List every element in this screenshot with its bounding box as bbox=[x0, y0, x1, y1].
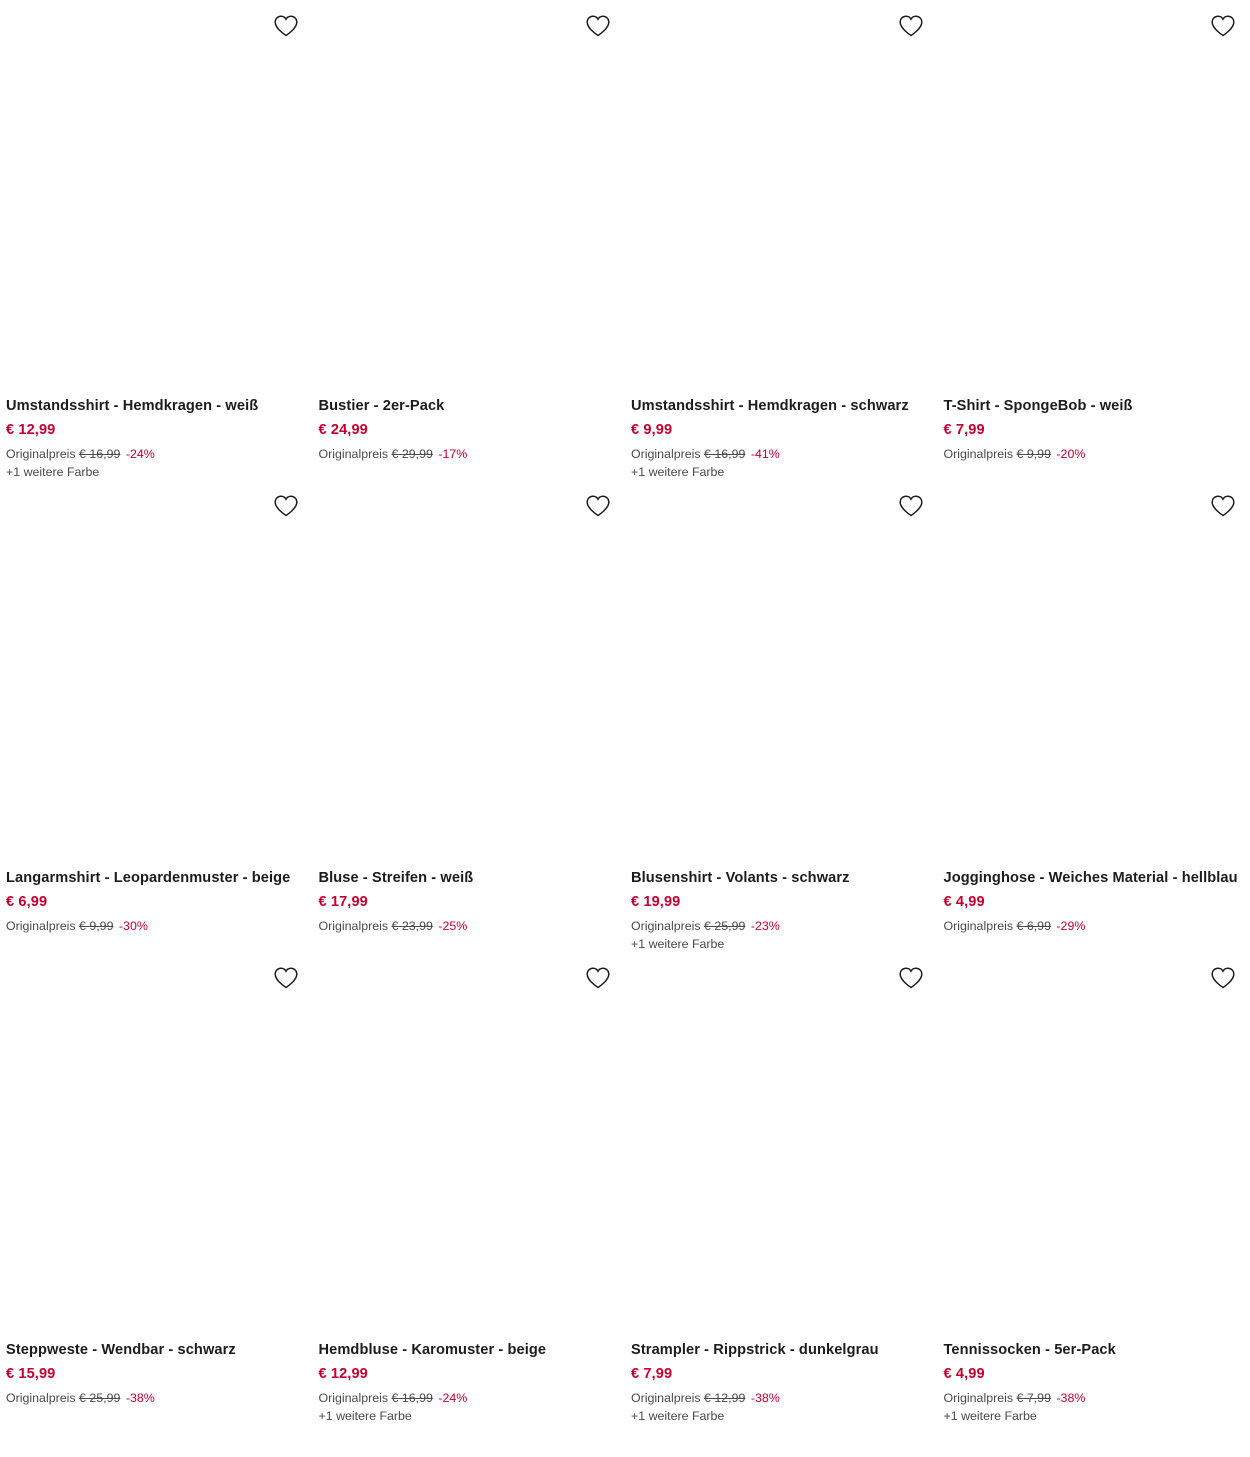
more-colors-label: +1 weitere Farbe bbox=[631, 937, 725, 952]
heart-icon bbox=[585, 966, 611, 990]
original-price-label: Originalpreis bbox=[318, 446, 389, 461]
wishlist-button[interactable] bbox=[1210, 965, 1236, 991]
product-original-price-line bbox=[631, 1391, 928, 1407]
original-price-value: € 16,99 bbox=[79, 446, 121, 461]
product-original-price-line bbox=[6, 447, 303, 463]
discount-badge: -38% bbox=[1056, 1390, 1086, 1405]
more-colors-label: +1 weitere Farbe bbox=[318, 1409, 412, 1424]
product-title[interactable]: Umstandsshirt - Hemdkragen - weiß bbox=[6, 398, 259, 414]
product-price: € 15,99 bbox=[6, 1365, 56, 1382]
original-price-value: € 23,99 bbox=[391, 918, 433, 933]
discount-badge: -41% bbox=[750, 446, 780, 461]
product-price: € 4,99 bbox=[943, 893, 985, 910]
original-price-value: € 6,99 bbox=[1016, 918, 1051, 933]
original-price-label: Originalpreis bbox=[6, 446, 76, 461]
original-price-value: € 29,99 bbox=[391, 446, 433, 461]
more-colors-label: +1 weitere Farbe bbox=[6, 465, 100, 479]
original-price-value: € 25,99 bbox=[704, 918, 746, 933]
wishlist-button[interactable] bbox=[898, 13, 924, 39]
product-card[interactable] bbox=[313, 0, 626, 480]
original-price-value: € 16,99 bbox=[391, 1390, 433, 1405]
heart-icon bbox=[585, 494, 611, 518]
discount-badge: -17% bbox=[438, 446, 468, 461]
discount-badge: -25% bbox=[438, 918, 468, 933]
wishlist-button[interactable] bbox=[1210, 493, 1236, 519]
product-title[interactable]: Umstandsshirt - Hemdkragen - schwarz bbox=[631, 398, 909, 414]
original-price-value: € 9,99 bbox=[1016, 446, 1051, 461]
product-title[interactable]: Bustier - 2er-Pack bbox=[318, 398, 445, 414]
product-original-price-line bbox=[319, 447, 616, 463]
product-image[interactable] bbox=[625, 480, 938, 870]
wishlist-button[interactable] bbox=[585, 13, 611, 39]
product-card[interactable] bbox=[313, 952, 626, 1424]
original-price-label: Originalpreis bbox=[6, 1390, 76, 1405]
product-price: € 19,99 bbox=[631, 893, 681, 910]
heart-icon bbox=[273, 14, 299, 38]
product-card[interactable] bbox=[0, 480, 313, 952]
product-image[interactable] bbox=[938, 952, 1250, 1342]
product-price: € 24,99 bbox=[318, 421, 368, 438]
product-original-price-line bbox=[319, 1391, 616, 1407]
product-image[interactable] bbox=[938, 480, 1250, 870]
more-colors-label: +1 weitere Farbe bbox=[943, 1409, 1037, 1424]
original-price-label: Originalpreis bbox=[6, 918, 76, 933]
product-title[interactable]: Langarmshirt - Leopardenmuster - beige bbox=[6, 870, 291, 887]
original-price-label: Originalpreis bbox=[631, 1390, 701, 1405]
wishlist-button[interactable] bbox=[273, 965, 299, 991]
product-title[interactable]: Hemdbluse - Karomuster - beige bbox=[318, 1342, 547, 1359]
discount-badge: -29% bbox=[1056, 918, 1086, 933]
original-price-label: Originalpreis bbox=[943, 1390, 1014, 1405]
heart-icon bbox=[273, 966, 299, 990]
product-price: € 12,99 bbox=[6, 421, 56, 438]
heart-icon bbox=[1210, 966, 1236, 990]
product-card[interactable] bbox=[0, 0, 313, 480]
product-original-price-line bbox=[944, 919, 1241, 935]
discount-badge: -38% bbox=[750, 1390, 780, 1405]
product-original-price-line bbox=[6, 919, 303, 935]
product-title[interactable]: Blusenshirt - Volants - schwarz bbox=[631, 870, 850, 887]
discount-badge: -23% bbox=[750, 918, 780, 933]
product-image[interactable] bbox=[313, 0, 626, 398]
product-original-price-line bbox=[319, 919, 616, 935]
discount-badge: -30% bbox=[118, 918, 148, 933]
product-card[interactable] bbox=[938, 952, 1250, 1424]
heart-icon bbox=[898, 14, 924, 38]
original-price-label: Originalpreis bbox=[318, 1390, 389, 1405]
product-card[interactable] bbox=[0, 952, 313, 1424]
discount-badge: -24% bbox=[125, 446, 155, 461]
product-image[interactable] bbox=[313, 480, 626, 870]
original-price-label: Originalpreis bbox=[631, 918, 701, 933]
product-card[interactable] bbox=[625, 480, 938, 952]
discount-badge: -24% bbox=[438, 1390, 468, 1405]
wishlist-button[interactable] bbox=[1210, 13, 1236, 39]
original-price-label: Originalpreis bbox=[943, 446, 1014, 461]
product-title[interactable]: Strampler - Rippstrick - dunkelgrau bbox=[631, 1342, 879, 1359]
more-colors-label: +1 weitere Farbe bbox=[631, 465, 725, 479]
original-price-value: € 9,99 bbox=[79, 918, 114, 933]
product-original-price-line bbox=[631, 919, 928, 935]
product-price: € 9,99 bbox=[631, 421, 673, 438]
product-original-price-line bbox=[6, 1391, 303, 1407]
product-image[interactable] bbox=[0, 952, 313, 1342]
original-price-label: Originalpreis bbox=[943, 918, 1014, 933]
product-image[interactable] bbox=[0, 0, 313, 398]
product-original-price-line bbox=[944, 447, 1241, 463]
heart-icon bbox=[1210, 494, 1236, 518]
product-title[interactable]: Bluse - Streifen - weiß bbox=[318, 870, 474, 887]
heart-icon bbox=[1210, 14, 1236, 38]
more-colors-label: +1 weitere Farbe bbox=[631, 1409, 725, 1424]
product-image[interactable] bbox=[938, 0, 1250, 398]
wishlist-button[interactable] bbox=[585, 493, 611, 519]
product-original-price-line bbox=[631, 447, 928, 463]
wishlist-button[interactable] bbox=[273, 13, 299, 39]
product-price: € 7,99 bbox=[943, 421, 985, 438]
original-price-label: Originalpreis bbox=[631, 446, 701, 461]
wishlist-button[interactable] bbox=[273, 493, 299, 519]
discount-badge: -20% bbox=[1056, 446, 1086, 461]
product-title[interactable]: Jogginghose - Weiches Material - hellblau bbox=[943, 870, 1238, 887]
product-card[interactable] bbox=[625, 952, 938, 1424]
product-title[interactable]: T-Shirt - SpongeBob - weiß bbox=[943, 398, 1133, 414]
original-price-value: € 25,99 bbox=[79, 1390, 121, 1405]
product-price: € 6,99 bbox=[6, 893, 48, 910]
original-price-value: € 7,99 bbox=[1016, 1390, 1051, 1405]
product-card[interactable] bbox=[625, 0, 938, 480]
product-price: € 7,99 bbox=[631, 1365, 673, 1382]
heart-icon bbox=[585, 14, 611, 38]
product-image[interactable] bbox=[625, 952, 938, 1342]
product-image[interactable] bbox=[625, 0, 938, 398]
wishlist-button[interactable] bbox=[898, 965, 924, 991]
product-title[interactable]: Tennissocken - 5er-Pack bbox=[943, 1342, 1116, 1359]
heart-icon bbox=[898, 494, 924, 518]
product-image[interactable] bbox=[0, 480, 313, 870]
heart-icon bbox=[898, 966, 924, 990]
original-price-label: Originalpreis bbox=[318, 918, 389, 933]
product-card[interactable] bbox=[313, 480, 626, 952]
product-price: € 12,99 bbox=[318, 1365, 368, 1382]
original-price-value: € 16,99 bbox=[704, 446, 746, 461]
heart-icon bbox=[273, 494, 299, 518]
discount-badge: -38% bbox=[125, 1390, 155, 1405]
product-price: € 4,99 bbox=[943, 1365, 985, 1382]
product-card[interactable] bbox=[938, 480, 1250, 952]
wishlist-button[interactable] bbox=[898, 493, 924, 519]
product-title[interactable]: Steppweste - Wendbar - schwarz bbox=[6, 1342, 236, 1359]
product-price: € 17,99 bbox=[318, 893, 368, 910]
product-card[interactable] bbox=[938, 0, 1250, 480]
wishlist-button[interactable] bbox=[585, 965, 611, 991]
original-price-value: € 12,99 bbox=[704, 1390, 746, 1405]
product-image[interactable] bbox=[313, 952, 626, 1342]
product-original-price-line bbox=[944, 1391, 1241, 1407]
